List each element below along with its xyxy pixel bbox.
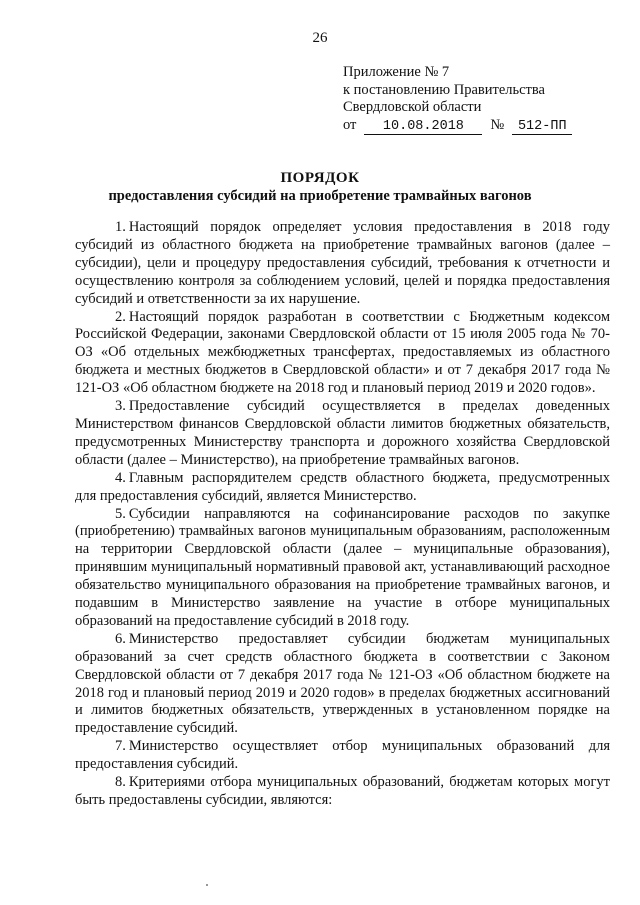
paragraph-number: 7. <box>115 738 126 755</box>
paragraph-3 <box>75 398 610 470</box>
paragraph-number: 8. <box>115 774 126 791</box>
paragraph-number: 4. <box>115 469 126 486</box>
paragraph-text: Министерство осуществляет отбор муниципальных образований для предоставления субсидий. <box>75 738 610 773</box>
paragraph-text: Министерство предоставляет субсидии бюджетам муниципальных образований за счет средств областного бюджета в соответствии с Законом Свердловской области от 7 декабря 2017 года № 121-ОЗ «Об областном бюджете на 2018 год и плановый период 2019 и 2020 годов» в пределах бюджетных ассигнований и лимитов бюджетных обязательств, утвержденных в установленном порядке на предоставление субсидий. <box>75 630 610 737</box>
paragraph-text: Критериями отбора муниципальных образований, бюджетам которых могут быть предоставлены субсидии, являются: <box>75 774 610 808</box>
paragraph-number: 6. <box>115 630 126 647</box>
approval-line-1: Приложение № 7 <box>343 64 450 80</box>
approval-number: 512-ПП <box>512 119 572 135</box>
document-subtitle: предоставления субсидий на приобретение трамвайных вагонов <box>108 188 532 204</box>
paragraph-6 <box>75 631 610 738</box>
paragraph-text: Предоставление субсидий осуществляется в пределах доведенных Министерством финансов Свердловской области лимитов бюджетных обязательств, предусмотренных Министерству транспорта и дорожного хозяйства Свердловской области (далее – Министерство), на приобретение трамвайных вагонов. <box>75 398 610 468</box>
paragraph-2 <box>75 309 610 399</box>
approval-block <box>343 64 633 135</box>
approval-reference <box>343 117 633 135</box>
approval-number-sign: № <box>490 116 505 133</box>
document-title: ПОРЯДОК <box>280 170 360 186</box>
approval-date: 10.08.2018 <box>364 119 482 135</box>
paragraph-number: 5. <box>115 505 126 522</box>
approval-line-3: Свердловской области <box>343 99 482 115</box>
paragraph-number: 2. <box>115 308 126 325</box>
approval-line-2: к постановлению Правительства <box>343 81 545 98</box>
paragraph-4 <box>75 470 610 506</box>
paragraph-1 <box>75 219 610 309</box>
paragraph-text: Субсидии направляются на софинансирование расходов по закупке (приобретению) трамвайных вагонов муниципальным образованиям, расположенным на территории Свердловской области (далее – муниципальные образования), принявшим муниципальный нормативный правовой акт, устанавливающий расходное обязательство муниципального образования на приобретение трамвайных вагонов, и подавшим в Министерство заявление на участие в отборе муниципальных образований на предоставление субсидий в 2018 году. <box>75 505 610 629</box>
paragraph-number: 1. <box>115 219 126 235</box>
page-number: 26 <box>312 30 328 46</box>
approval-from-label: от <box>343 116 357 133</box>
paragraph-text: Настоящий порядок определяет условия предоставления в 2018 году субсидий из областного бюджета на приобретение трамвайных вагонов (далее – субсидии), цели и процедуру предоставления субсидий, требования к отчетности и осуществлению контроля за соблюдением условий, целей и порядка предоставления субсидий и ответственности за их нарушение. <box>75 219 610 307</box>
paragraph-7 <box>75 738 610 774</box>
paragraph-text: Настоящий порядок разработан в соответствии с Бюджетным кодексом Российской Федерации, законами Свердловской области от 15 июля 2005 года № 70-ОЗ «Об отдельных межбюджетных трансфертах, предоставляемых из областного бюджета и местных бюджетов в Свердловской области» и от 7 декабря 2017 года № 121-ОЗ «Об областном бюджете на 2018 год и плановый период 2019 и 2020 годов». <box>75 308 610 397</box>
scan-artifact <box>206 884 208 886</box>
paragraph-8 <box>75 774 610 810</box>
paragraph-5 <box>75 506 610 631</box>
paragraph-text: Главным распорядителем средств областного бюджета, предусмотренных для предоставления субсидий, является Министерство. <box>75 469 610 504</box>
document-body <box>75 219 610 810</box>
paragraph-number: 3. <box>115 398 126 415</box>
